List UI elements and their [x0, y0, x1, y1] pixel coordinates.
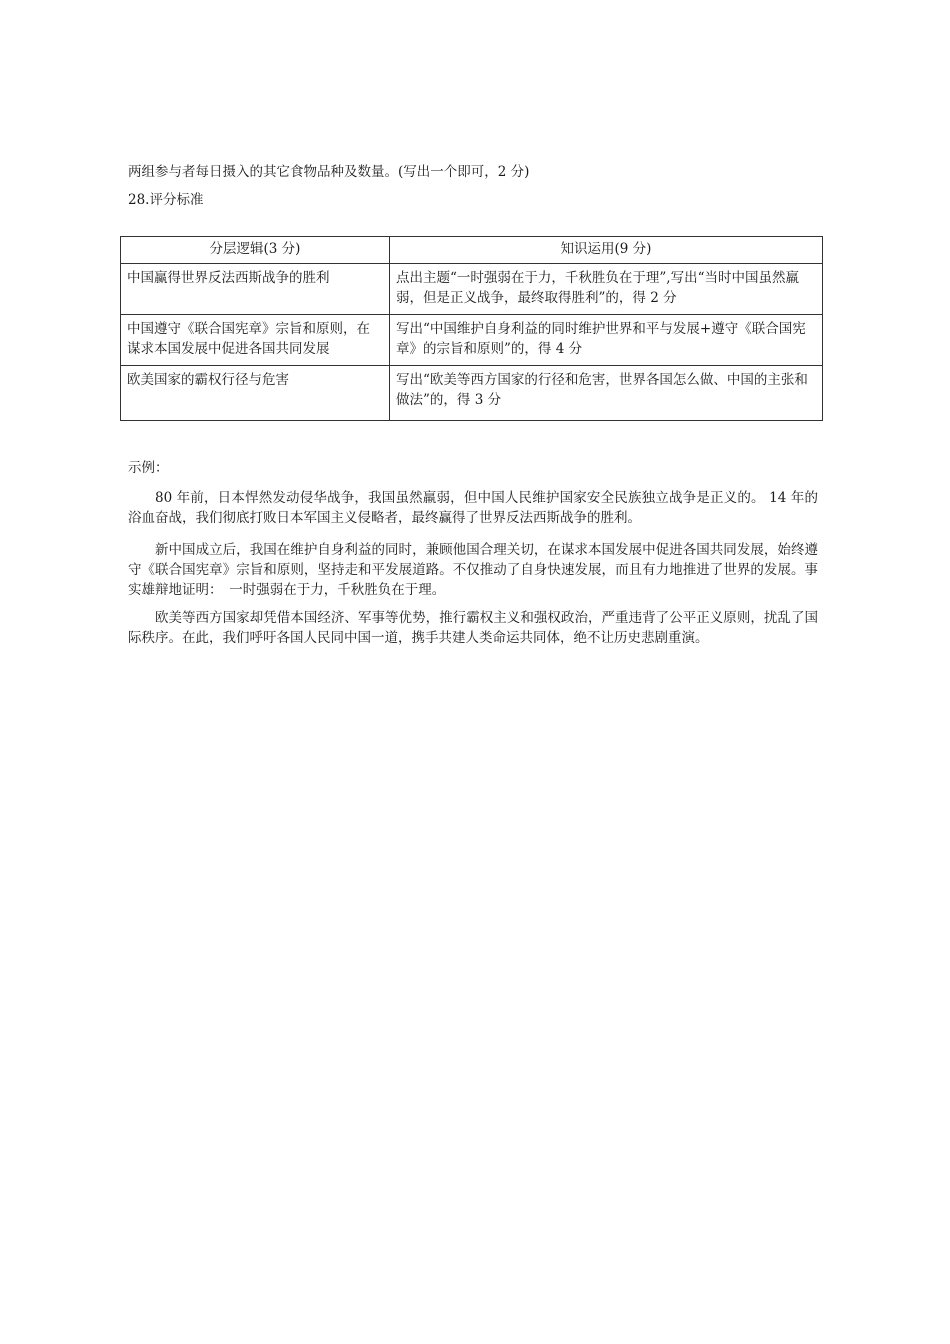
table-row	[121, 315, 823, 366]
example-paragraph-3: 欧美等西方国家却凭借本国经济、军事等优势，推行霸权主义和强权政治，严重违背了公平正义原则，扰乱了国际秩序。在此，我们呼吁各国人民同中国一道，携手共建人类命运共同体，绝不让历史悲剧重演。	[128, 610, 818, 646]
intro-line: 两组参与者每日摄入的其它食物品种及数量。(写出一个即可，2 分)	[128, 164, 530, 180]
knowledge-cell: 写出“欧美等西方国家的行径和危害，世界各国怎么做、中国的主张和做法”的，得 3 分	[390, 366, 823, 421]
logic-cell: 中国遵守《联合国宪章》宗旨和原则，在谋求本国发展中促进各国共同发展	[121, 315, 390, 366]
section-heading: 28.评分标准	[128, 192, 204, 208]
example-paragraph-1: 80 年前，日本悍然发动侵华战争，我国虽然羸弱，但中国人民维护国家安全民族独立战争是正义的。 14 年的浴血奋战，我们彻底打败日本军国主义侵略者，最终赢得了世界反法西斯战争的胜利。	[128, 490, 818, 526]
header-knowledge: 知识运用(9 分)	[390, 237, 823, 264]
table-header-row	[121, 237, 823, 264]
knowledge-cell: 点出主题“一时强弱在于力，千秋胜负在于理”,写出“当时中国虽然羸弱，但是正义战争，最终取得胜利”的，得 2 分	[390, 264, 823, 315]
example-label: 示例：	[128, 460, 169, 476]
scoring-rubric-table	[120, 236, 823, 421]
header-logic: 分层逻辑(3 分)	[121, 237, 390, 264]
logic-cell: 中国赢得世界反法西斯战争的胜利	[121, 264, 390, 315]
logic-cell: 欧美国家的霸权行径与危害	[121, 366, 390, 421]
table-row	[121, 264, 823, 315]
example-paragraph-2: 新中国成立后，我国在维护自身利益的同时，兼顾他国合理关切，在谋求本国发展中促进各国共同发展，始终遵守《联合国宪章》宗旨和原则，坚持走和平发展道路。不仅推动了自身快速发展，而且有力地推进了世界的发展。事实雄辩地证明： 一时强弱在于力，千秋胜负在于理。	[128, 542, 818, 598]
table-row	[121, 366, 823, 421]
knowledge-cell: 写出“中国维护自身利益的同时维护世界和平与发展+遵守《联合国宪章》的宗旨和原则”的，得 4 分	[390, 315, 823, 366]
